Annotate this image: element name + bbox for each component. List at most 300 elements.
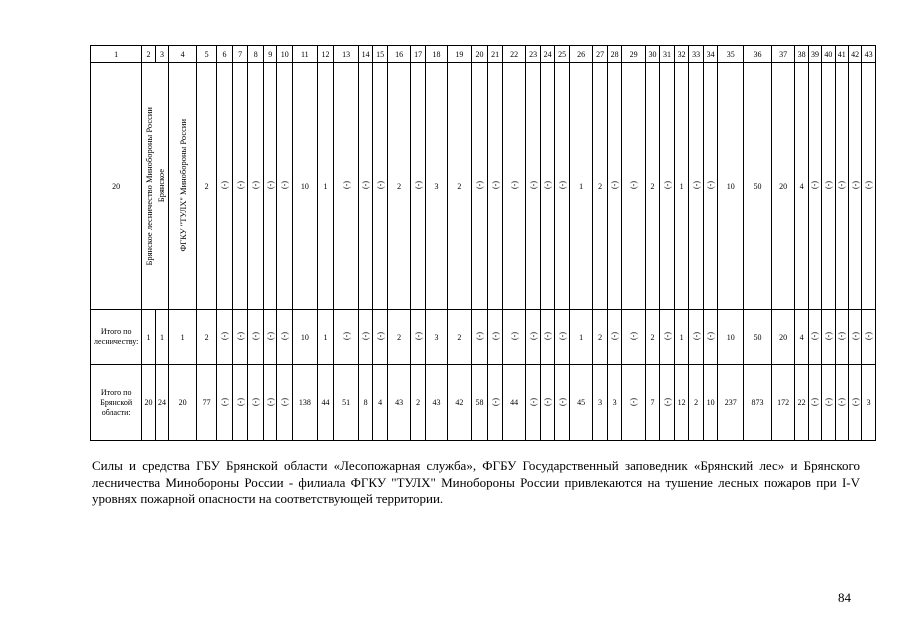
- table-cell-col-39: [808, 310, 821, 365]
- cell-value: 51: [342, 398, 351, 407]
- column-number-header: 4: [169, 46, 197, 63]
- caption-paragraph: Силы и средства ГБУ Брянской области «Лесопожарная служба», ФГБУ Государственный заповедник «Брянский лес» и Брянского лесничества Минобороны России - филиала ФГКУ "ТУЛХ" Минобороны России привлекаются на тушение лесных пожаров при I-V уровнях пожарной опасности на соответствующей территории.: [92, 458, 860, 506]
- table-cell-col-8: [248, 63, 264, 310]
- cell-value: 1: [159, 332, 164, 342]
- cell-value: 873: [751, 398, 764, 407]
- column-number-header: 10: [277, 46, 293, 63]
- table-cell-col-41: [835, 310, 848, 365]
- table-cell-col-11: [293, 310, 318, 365]
- cell-value: (-): [280, 397, 290, 406]
- column-number-header: 17: [411, 46, 426, 63]
- cell-value: (-): [413, 181, 423, 189]
- table-cell-col-41: [835, 63, 848, 310]
- column-number-header: 21: [488, 46, 503, 63]
- cell-value: (-): [610, 181, 620, 189]
- table-cell-col-10: [277, 63, 293, 310]
- cell-value: 1: [579, 181, 584, 191]
- cell-value: 3: [434, 332, 439, 342]
- column-number-header: 36: [744, 46, 772, 63]
- column-number-header: 15: [373, 46, 388, 63]
- table-cell-col-11: [293, 63, 318, 310]
- table-cell-col-20: [471, 63, 488, 310]
- table-cell-col-23: [526, 310, 541, 365]
- table-cell-col-27: [593, 365, 608, 441]
- cell-value: 2: [650, 332, 655, 342]
- column-number-header: 7: [232, 46, 248, 63]
- table-cell-col-38: [795, 63, 808, 310]
- table-cell-col-17: [411, 63, 426, 310]
- table-cell-col-24: [540, 310, 555, 365]
- cell-value: 1: [579, 332, 584, 342]
- table-cell-col-13: [334, 310, 359, 365]
- cell-value: 2: [598, 332, 603, 342]
- table-cell-col-29: [622, 365, 645, 441]
- table-cell-col-9: [264, 365, 277, 441]
- column-number-header: 22: [502, 46, 525, 63]
- table-cell-col-28: [607, 365, 622, 441]
- cell-value: (-): [490, 181, 500, 189]
- table-cell-col-19: [448, 365, 471, 441]
- table-cell-col-41: [835, 365, 848, 441]
- table-cell-col-14: [358, 310, 373, 365]
- table-cell-col-17: [411, 310, 426, 365]
- cell-value: (-): [280, 332, 290, 340]
- cell-value: (-): [265, 397, 275, 406]
- table-cell-col-31: [660, 310, 675, 365]
- table-cell-col-24: [540, 365, 555, 441]
- cell-value: (-): [629, 332, 639, 340]
- cell-value: 10: [726, 181, 735, 191]
- cell-value: (-): [823, 397, 833, 406]
- cell-value: 50: [753, 181, 762, 191]
- table-cell-col-30: [645, 365, 660, 441]
- cell-value: (-): [341, 332, 351, 340]
- cell-value: (-): [509, 332, 519, 340]
- cell-value: (-): [361, 332, 371, 340]
- cell-value: 44: [321, 398, 330, 407]
- table-cell-col-12: [317, 310, 334, 365]
- cell-value: (-): [543, 397, 553, 406]
- cell-value: (-): [509, 181, 519, 189]
- table-cell-col-36: [744, 63, 772, 310]
- cell-value: (-): [837, 181, 847, 189]
- cell-value: 4: [799, 332, 804, 342]
- cell-value: (-): [850, 397, 860, 406]
- table-cell-col-15: [373, 365, 388, 441]
- cell-value: 42: [455, 398, 464, 407]
- table-cell-col-15: [373, 63, 388, 310]
- table-cell-col-26: [569, 310, 592, 365]
- table-cell-col-37: [771, 63, 794, 310]
- column-number-header: 29: [622, 46, 645, 63]
- cell-value: 43: [432, 398, 441, 407]
- cell-value: (-): [543, 181, 553, 189]
- table-cell-col-11: [293, 365, 318, 441]
- table-cell-col-26: [569, 365, 592, 441]
- table-cell-col-40: [822, 63, 835, 310]
- table-cell-col-43: [862, 310, 876, 365]
- cell-value: (-): [810, 181, 820, 189]
- cell-value: 172: [777, 398, 790, 407]
- cell-value: (-): [219, 181, 229, 189]
- page-number: 84: [838, 590, 851, 605]
- table-cell-col-12: [317, 63, 334, 310]
- table-cell-col-30: [645, 63, 660, 310]
- cell-value: 1: [323, 181, 328, 191]
- cell-value: (-): [219, 397, 229, 406]
- column-number-header: 23: [526, 46, 541, 63]
- table-cell-col-19: [448, 63, 471, 310]
- table-cell-col-40: [822, 310, 835, 365]
- cell-value: (-): [375, 181, 385, 189]
- column-number-header: 11: [293, 46, 318, 63]
- cell-value: 50: [753, 332, 762, 342]
- table-cell-col-16: [387, 365, 410, 441]
- column-number-header: 2: [142, 46, 155, 63]
- cell-value: (-): [706, 332, 716, 340]
- table-cell-col-15: [373, 310, 388, 365]
- cell-value: (-): [251, 332, 261, 340]
- cell-value: 2: [204, 332, 209, 342]
- column-number-header: 34: [703, 46, 718, 63]
- cell-value: 3: [434, 181, 439, 191]
- table-cell-col-5: [197, 63, 217, 310]
- cell-value: 8: [363, 398, 368, 407]
- cell-value: (-): [251, 397, 261, 406]
- cell-value: (-): [629, 397, 639, 406]
- cell-value: (-): [490, 332, 500, 340]
- column-number-header: 19: [448, 46, 471, 63]
- cell-value: 20: [779, 332, 788, 342]
- cell-value: 1: [146, 332, 151, 342]
- table-cell-col-29: [622, 310, 645, 365]
- row-label-20: 20: [91, 63, 142, 310]
- cell-value: (-): [610, 332, 620, 340]
- organization-name: ФГКУ "ТУЛХ" Минобороны России: [177, 118, 188, 252]
- table-cell-col-34: [703, 63, 718, 310]
- table-cell-col-22: [502, 310, 525, 365]
- cell-value: 7: [650, 398, 655, 407]
- cell-value: 3: [612, 398, 617, 407]
- table-cell-col-32: [674, 310, 689, 365]
- cell-value: (-): [691, 332, 701, 340]
- column-number-header: 26: [569, 46, 592, 63]
- table-cell-col-30: [645, 310, 660, 365]
- table-cell-col-22: [502, 365, 525, 441]
- cell-value: 3: [866, 398, 871, 407]
- column-number-header: 35: [718, 46, 744, 63]
- cell-value: 2: [457, 332, 462, 342]
- table-cell-col-2: [142, 310, 155, 365]
- column-number-header: 3: [155, 46, 168, 63]
- column-number-header: 28: [607, 46, 622, 63]
- cell-value: (-): [837, 397, 847, 406]
- cell-value: 10: [726, 332, 735, 342]
- column-number-header: 1: [91, 46, 142, 63]
- cell-value: 3: [598, 398, 603, 407]
- column-number-header: 39: [808, 46, 821, 63]
- table-cell-col-43: [862, 365, 876, 441]
- table-cell-col-7: [232, 310, 248, 365]
- cell-value: (-): [662, 332, 672, 340]
- cell-value: 24: [157, 398, 166, 407]
- cell-value: (-): [235, 397, 245, 406]
- table-cell-col-34: [703, 365, 718, 441]
- table-cell-col-28: [607, 63, 622, 310]
- cell-value: 77: [202, 398, 211, 407]
- cell-value: (-): [528, 332, 538, 340]
- table-cell-col-33: [689, 63, 704, 310]
- table-row-forestry-total: [91, 310, 876, 365]
- table-cell-col-16: [387, 310, 410, 365]
- cell-value: 2: [457, 181, 462, 191]
- cell-value: (-): [490, 397, 500, 406]
- table-row-20: [91, 63, 876, 310]
- table-cell-col-6: [217, 365, 233, 441]
- table-cell-col-3: [155, 365, 168, 441]
- cell-value: 2: [204, 181, 209, 191]
- table-cell-col-20: [471, 365, 488, 441]
- table-cell-col-38: [795, 365, 808, 441]
- cell-value: 1: [180, 332, 185, 342]
- table-cell-col-13: [334, 365, 359, 441]
- cell-value: 1: [679, 332, 684, 342]
- table-cell-col-24: [540, 63, 555, 310]
- table-cell-col-42: [848, 310, 861, 365]
- forestry-name: Брянское лесничество Минобороны России: [144, 106, 155, 266]
- cell-value: 2: [416, 398, 421, 407]
- table-cell-col-12: [317, 365, 334, 441]
- cell-value: (-): [235, 332, 245, 340]
- cell-value: 12: [677, 398, 686, 407]
- table-cell-col-18: [425, 365, 447, 441]
- cell-value: (-): [850, 332, 860, 340]
- table-cell-col-31: [660, 63, 675, 310]
- cell-value: 43: [395, 398, 404, 407]
- cell-value: 10: [706, 398, 715, 407]
- cell-value: (-): [850, 181, 860, 189]
- column-number-header: 13: [334, 46, 359, 63]
- column-number-header: 43: [862, 46, 876, 63]
- cell-value: (-): [375, 332, 385, 340]
- table-cell-col-9: [264, 310, 277, 365]
- table-cell-col-35: [718, 310, 744, 365]
- table-cell-col-10: [277, 365, 293, 441]
- column-number-header: 30: [645, 46, 660, 63]
- column-number-header: 6: [217, 46, 233, 63]
- forestry-name-cell: [142, 63, 169, 310]
- table-cell-col-21: [488, 365, 503, 441]
- column-number-header: 42: [848, 46, 861, 63]
- cell-value: (-): [475, 332, 484, 340]
- cell-value: (-): [413, 332, 423, 340]
- table-cell-col-39: [808, 365, 821, 441]
- cell-value: 58: [475, 398, 484, 407]
- column-number-header: 25: [555, 46, 570, 63]
- cell-value: 138: [298, 398, 311, 407]
- forestry-district-name: Брянское: [156, 169, 167, 203]
- cell-value: (-): [341, 181, 351, 189]
- table-cell-col-2: [142, 365, 155, 441]
- table-cell-col-36: [744, 310, 772, 365]
- cell-value: 20: [178, 398, 187, 407]
- cell-value: (-): [475, 181, 484, 189]
- row-label-forestry-total: Итого по лесничеству:: [91, 310, 142, 365]
- cell-value: 20: [779, 181, 788, 191]
- table-cell-col-18: [425, 63, 447, 310]
- cell-value: 4: [799, 181, 804, 191]
- column-number-header: 18: [425, 46, 447, 63]
- cell-value: (-): [557, 332, 567, 340]
- column-number-header: 37: [771, 46, 794, 63]
- organization-name-cell: [169, 63, 197, 310]
- table-cell-col-3: [155, 310, 168, 365]
- table-cell-col-38: [795, 310, 808, 365]
- cell-value: 4: [378, 398, 383, 407]
- table-cell-col-20: [471, 310, 488, 365]
- column-number-header: 14: [358, 46, 373, 63]
- table-cell-col-28: [607, 310, 622, 365]
- column-number-header: 38: [795, 46, 808, 63]
- column-number-header: 40: [822, 46, 835, 63]
- cell-value: 20: [144, 398, 153, 407]
- table-cell-col-13: [334, 63, 359, 310]
- cell-value: 45: [577, 398, 586, 407]
- cell-value: 237: [724, 398, 737, 407]
- cell-value: 1: [323, 332, 328, 342]
- table-cell-col-21: [488, 63, 503, 310]
- column-number-header: 32: [674, 46, 689, 63]
- table-cell-col-9: [264, 63, 277, 310]
- column-number-header: 16: [387, 46, 410, 63]
- table-cell-col-32: [674, 63, 689, 310]
- table-cell-col-32: [674, 365, 689, 441]
- column-number-header: 33: [689, 46, 704, 63]
- table-cell-col-4: [169, 310, 197, 365]
- table-cell-col-21: [488, 310, 503, 365]
- column-number-header: 5: [197, 46, 217, 63]
- table-cell-col-23: [526, 365, 541, 441]
- cell-value: 10: [300, 332, 309, 342]
- column-number-header: 24: [540, 46, 555, 63]
- table-cell-col-25: [555, 310, 570, 365]
- cell-value: 44: [510, 398, 519, 407]
- table-cell-col-27: [593, 310, 608, 365]
- table-cell-col-14: [358, 365, 373, 441]
- cell-value: (-): [629, 181, 639, 189]
- table-cell-col-33: [689, 310, 704, 365]
- cell-value: (-): [837, 332, 847, 340]
- table-cell-col-10: [277, 310, 293, 365]
- table-cell-col-43: [862, 63, 876, 310]
- cell-value: (-): [543, 332, 553, 340]
- table-cell-col-8: [248, 365, 264, 441]
- table-cell-col-40: [822, 365, 835, 441]
- table-cell-col-6: [217, 63, 233, 310]
- column-number-header: 31: [660, 46, 675, 63]
- table-cell-col-4: [169, 365, 197, 441]
- cell-value: 2: [694, 398, 699, 407]
- cell-value: 10: [300, 181, 309, 191]
- table-cell-col-23: [526, 63, 541, 310]
- cell-value: (-): [528, 181, 538, 189]
- cell-value: 1: [679, 181, 684, 191]
- column-number-header: 20: [471, 46, 488, 63]
- table-cell-col-34: [703, 310, 718, 365]
- table-cell-col-35: [718, 365, 744, 441]
- table-cell-col-31: [660, 365, 675, 441]
- cell-value: (-): [235, 181, 245, 189]
- table-cell-col-17: [411, 365, 426, 441]
- table-cell-col-37: [771, 365, 794, 441]
- table-cell-col-35: [718, 63, 744, 310]
- row-label-region-total: Итого по Брянской области:: [91, 365, 142, 441]
- cell-value: (-): [361, 181, 371, 189]
- table-header-row: [91, 46, 876, 63]
- cell-value: (-): [864, 332, 874, 340]
- cell-value: 22: [797, 398, 806, 407]
- cell-value: (-): [557, 181, 567, 189]
- table-cell-col-26: [569, 63, 592, 310]
- table-cell-col-14: [358, 63, 373, 310]
- cell-value: (-): [864, 181, 874, 189]
- table-cell-col-27: [593, 63, 608, 310]
- cell-value: (-): [251, 181, 261, 189]
- table-cell-col-39: [808, 63, 821, 310]
- table-row-region-total: [91, 365, 876, 441]
- cell-value: (-): [557, 397, 567, 406]
- table-cell-col-5: [197, 365, 217, 441]
- table-cell-col-22: [502, 63, 525, 310]
- cell-value: (-): [280, 181, 290, 189]
- table-cell-col-33: [689, 365, 704, 441]
- column-number-header: 41: [835, 46, 848, 63]
- column-number-header: 9: [264, 46, 277, 63]
- table-cell-col-7: [232, 63, 248, 310]
- column-number-header: 8: [248, 46, 264, 63]
- cell-value: (-): [265, 181, 275, 189]
- table-cell-col-5: [197, 310, 217, 365]
- table-cell-col-25: [555, 365, 570, 441]
- cell-value: (-): [219, 332, 229, 340]
- table-cell-col-6: [217, 310, 233, 365]
- cell-value: (-): [662, 181, 672, 189]
- table-cell-col-8: [248, 310, 264, 365]
- column-number-header: 12: [317, 46, 334, 63]
- table-cell-col-19: [448, 310, 471, 365]
- table-cell-col-36: [744, 365, 772, 441]
- table-cell-col-42: [848, 63, 861, 310]
- cell-value: 2: [598, 181, 603, 191]
- cell-value: (-): [706, 181, 716, 189]
- table-cell-col-16: [387, 63, 410, 310]
- cell-value: (-): [810, 332, 820, 340]
- table-cell-col-7: [232, 365, 248, 441]
- cell-value: 2: [397, 332, 402, 342]
- cell-value: (-): [823, 332, 833, 340]
- cell-value: (-): [662, 397, 672, 406]
- table-cell-col-25: [555, 63, 570, 310]
- cell-value: 2: [650, 181, 655, 191]
- cell-value: (-): [823, 181, 833, 189]
- table-cell-col-18: [425, 310, 447, 365]
- table-cell-col-37: [771, 310, 794, 365]
- cell-value: (-): [528, 397, 538, 406]
- table-cell-col-42: [848, 365, 861, 441]
- cell-value: (-): [265, 332, 275, 340]
- cell-value: 2: [397, 181, 402, 191]
- column-number-header: 27: [593, 46, 608, 63]
